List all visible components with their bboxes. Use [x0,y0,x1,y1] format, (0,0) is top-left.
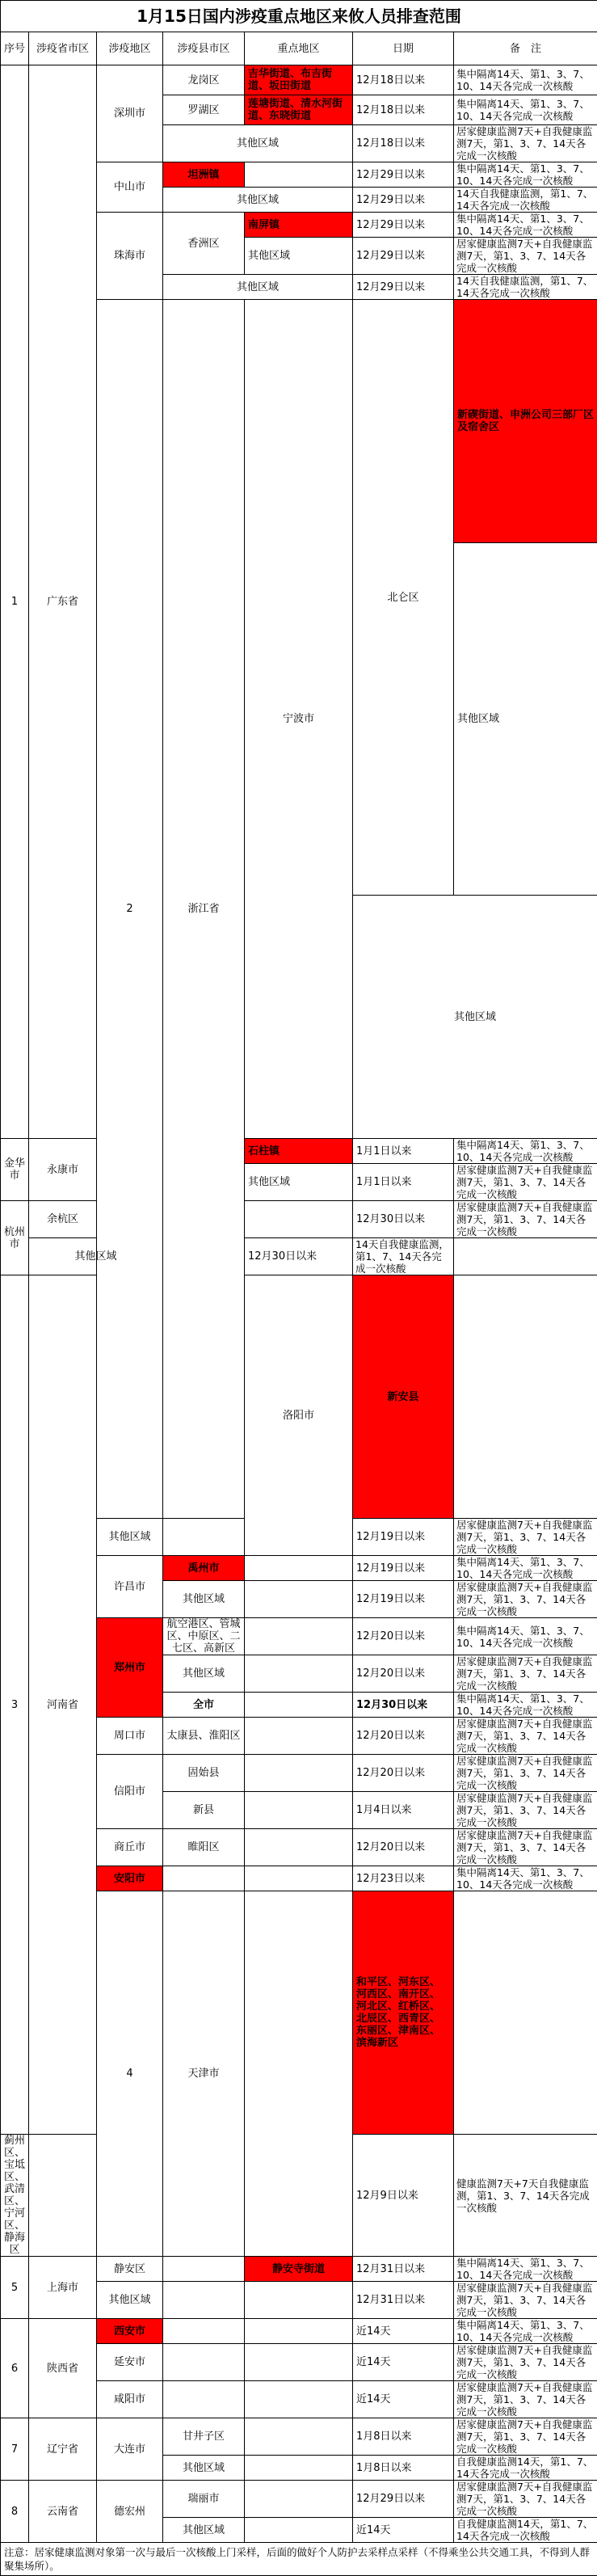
table-cell: 郑州市 [97,1618,163,1718]
table-cell: 其他区域 [454,543,597,896]
table-cell: 12月9日以来 [353,2135,454,2257]
table-cell: 德宏州 [97,2481,163,2543]
table-cell: 12月31日以来 [353,2282,454,2319]
table-cell [245,2456,353,2481]
table-cell [454,1275,597,1519]
table-cell: 居家健康监测7天+自我健康监测7天，第1、3、7、14天各完成一次核酸 [454,1201,597,1238]
table-cell: 12月29日以来 [353,162,454,188]
table-cell: 居家健康监测7天+自我健康监测7天，第1、3、7、14天各完成一次核酸 [454,125,597,162]
table-cell: 瑞丽市 [163,2481,245,2518]
table-cell: 居家健康监测7天+自我健康监测7天，第1、3、7、14天各完成一次核酸 [454,2282,597,2319]
table-cell: 居家健康监测7天+自我健康监测7天，第1、3、7、14天各完成一次核酸 [454,1164,597,1201]
table-cell: 禹州市 [163,1556,245,1581]
table-cell: 其他区域 [163,2456,245,2481]
table-cell: 安阳市 [97,1866,163,1891]
table-cell: 集中隔离14天、第1、3、7、10、14天各完成一次核酸 [454,162,597,188]
table-cell [245,1829,353,1866]
table-cell: 7 [1,2418,29,2481]
table-cell: 其他区域 [163,2518,245,2543]
table-cell: 其他区域 [29,1238,163,1275]
table-cell: 珠海市 [97,213,163,300]
table-cell: 集中隔离14天、第1、3、7、10、14天各完成一次核酸 [454,1866,597,1891]
table-cell: 其他区域 [163,1655,245,1693]
table-cell: 12月29日以来 [353,188,454,213]
table-cell: 14天自我健康监测，第1、7、14天各完成一次核酸 [454,275,597,300]
table-cell: 12月18日以来 [353,65,454,95]
table-cell: 1月8日以来 [353,2456,454,2481]
header-county: 涉疫县市区 [163,32,245,65]
table-cell [245,2344,353,2381]
table-cell: 许昌市 [97,1556,163,1618]
table-cell [163,2257,245,2282]
table-cell [245,2282,353,2319]
table-cell [245,2418,353,2456]
table-cell: 石柱镇 [245,1139,353,1164]
table-cell: 12月31日以来 [353,2257,454,2282]
table-cell: 集中隔离14天、第1、3、7、10、14天各完成一次核酸 [454,1556,597,1581]
table-row [1,1275,597,1519]
table-cell: 和平区、河东区、河西区、南开区、河北区、红桥区、北辰区、西青区、东丽区、津南区、滨海新区 [353,1891,454,2135]
table-cell: 其他区域 [163,188,353,213]
table-cell [245,2381,353,2418]
table-cell: 12月20日以来 [353,1755,454,1792]
table-cell: 4 [97,1891,163,2257]
table-cell [245,1581,353,1618]
table-cell: 其他区域 [353,896,597,1139]
table-cell: 集中隔离14天、第1、3、7、10、14天各完成一次核酸 [454,1139,597,1164]
table-cell: 12月29日以来 [353,213,454,238]
table-cell: 健康监测7天+7天自我健康监测，第1、3、7、14天各完成一次核酸 [454,2135,597,2257]
table-cell: 居家健康监测7天+自我健康监测7天，第1、3、7、14天各完成一次核酸 [454,2481,597,2518]
table-cell: 集中隔离14天、第1、3、7、10、14天各完成一次核酸 [454,1618,597,1655]
table-cell: 西安市 [97,2319,163,2344]
table-cell: 自我健康监测14天，第1、7、14天各完成一次核酸 [454,2456,597,2481]
table-cell [245,1792,353,1829]
table-cell: 12月18日以来 [353,95,454,125]
table-cell: 1月1日以来 [353,1164,454,1201]
table-cell [245,1693,353,1718]
table-cell: 静安寺街道 [245,2257,353,2282]
table-cell: 香洲区 [163,213,245,275]
table-cell: 居家健康监测7天+自我健康监测7天，第1、3、7、14天各完成一次核酸 [454,1755,597,1792]
table-cell: 其他区域 [97,2282,163,2319]
table-cell: 龙岗区 [163,65,245,95]
table-cell: 14天自我健康监测，第1、7、14天各完成一次核酸 [353,1238,454,1275]
footnote: 注意：居家健康监测对象第一次与最后一次核酸上门采样，后面的做好个人防护去采样点采样（不得乘坐公共交通工具，不得到人群聚集场所）。 [1,2543,597,2576]
table-cell: 6 [1,2319,29,2418]
table-cell: 洛阳市 [245,1275,353,1556]
table-cell: 其他区域 [163,1581,245,1618]
table-title: 1月15日国内涉疫重点地区来攸人员排查范围 [1,1,597,32]
table-cell: 其他区域 [97,1519,163,1556]
table-cell: 新县 [163,1792,245,1829]
table-cell: 集中隔离14天、第1、3、7、10、14天各完成一次核酸 [454,2257,597,2282]
table-cell: 信阳市 [97,1755,163,1829]
table-cell: 居家健康监测7天+自我健康监测7天，第1、3、7、14天各完成一次核酸 [454,1829,597,1866]
table-cell [163,1866,245,1891]
table-cell: 12月30日以来 [353,1693,454,1718]
table-row [1,1139,597,1164]
table-cell [245,1618,353,1655]
table-row [1,2481,597,2518]
table-cell: 天津市 [163,1891,245,2257]
table-cell: 居家健康监测7天+自我健康监测7天，第1、3、7、14天各完成一次核酸 [454,1718,597,1755]
table-cell: 永康市 [29,1139,97,1201]
table-cell [163,2381,245,2418]
table-cell: 固始县 [163,1755,245,1792]
table-cell: 新碶街道、申洲公司三部厂区及宿舍区 [454,300,597,543]
table-cell: 12月20日以来 [353,1829,454,1866]
table-cell: 宁波市 [245,300,353,1139]
table-cell: 12月29日以来 [353,275,454,300]
table-cell: 大连市 [97,2418,163,2481]
table-cell [245,1556,353,1581]
table-cell: 1月8日以来 [353,2418,454,2456]
table-row [1,2319,597,2344]
table-row [1,2418,597,2456]
table-cell: 集中隔离14天、第1、3、7、10、14天各完成一次核酸 [454,2319,597,2344]
table-cell: 12月20日以来 [353,1718,454,1755]
table-cell: 居家健康监测7天+自我健康监测7天，第1、3、7、14天各完成一次核酸 [454,2381,597,2418]
table-cell: 近14天 [353,2344,454,2381]
table-cell [29,2135,97,2257]
table-cell [163,2344,245,2381]
table-cell: 12月20日以来 [353,1618,454,1655]
table-cell: 其他区域 [163,275,353,300]
table-cell [245,2319,353,2344]
table-cell: 集中隔离14天、第1、3、7、10、14天各完成一次核酸 [454,95,597,125]
table-cell: 河南省 [29,1275,97,2135]
table-cell: 航空港区、管城区、中原区、二七区、高新区 [163,1618,245,1655]
table-row [1,65,597,95]
table-cell [245,162,353,188]
table-cell: 罗湖区 [163,95,245,125]
table-cell: 太康县、淮阳区 [163,1718,245,1755]
table-row [1,1201,597,1238]
table-cell: 集中隔离14天、第1、3、7、10、14天各完成一次核酸 [454,65,597,95]
table-cell [245,1201,353,1238]
table-cell: 居家健康监测7天+自我健康监测7天，第1、3、7、14天各完成一次核酸 [454,238,597,275]
table-cell: 12月30日以来 [353,1201,454,1238]
table-cell: 辽宁省 [29,2418,97,2481]
table-cell [245,2481,353,2518]
table-cell: 居家健康监测7天+自我健康监测7天，第1、3、7、14天各完成一次核酸 [454,1655,597,1693]
table-cell: 12月30日以来 [245,1238,353,1275]
header-row [1,32,597,65]
table-cell [163,2282,245,2319]
table-cell: 12月19日以来 [353,1581,454,1618]
table-cell: 14天自我健康监测，第1、7、14天各完成一次核酸 [454,188,597,213]
table-cell: 云南省 [29,2481,97,2543]
table-cell: 1 [1,65,29,1139]
table-cell: 中山市 [97,162,163,213]
table-cell: 近14天 [353,2381,454,2418]
table-cell: 集中隔离14天、第1、3、7、10、14天各完成一次核酸 [454,213,597,238]
table-cell: 咸阳市 [97,2381,163,2418]
table-cell: 莲塘街道、清水河街道、东晓街道 [245,95,353,125]
table-cell: 商丘市 [97,1829,163,1866]
table-cell: 上海市 [29,2257,97,2319]
table-cell: 1月4日以来 [353,1792,454,1829]
table-cell: 坦洲镇 [163,162,245,188]
table-cell: 睢阳区 [163,1829,245,1866]
table-cell: 2 [97,300,163,1519]
table-cell: 金华市 [1,1139,29,1201]
table-cell: 12月19日以来 [353,1556,454,1581]
header-date: 日期 [353,32,454,65]
table-cell: 新安县 [353,1275,454,1519]
table-cell: 北仑区 [353,300,454,896]
header-serial: 序号 [1,32,29,65]
table-cell: 蓟州区、宝坻区、武清区、宁河区、静海区 [1,2135,29,2257]
table-cell: 12月20日以来 [353,1655,454,1693]
table-cell: 近14天 [353,2518,454,2543]
table-cell: 延安市 [97,2344,163,2381]
table-cell: 其他区域 [245,1164,353,1201]
table-cell: 近14天 [353,2319,454,2344]
table-cell: 自我健康监测14天，第1、7、14天各完成一次核酸 [454,2518,597,2543]
table-cell: 深圳市 [97,65,163,162]
table-cell: 12月19日以来 [353,1519,454,1556]
table-cell: 5 [1,2257,29,2319]
table-cell: 8 [1,2481,29,2543]
table-cell: 居家健康监测7天+自我健康监测7天，第1、3、7、14天各完成一次核酸 [454,1792,597,1829]
table-cell: 12月18日以来 [353,125,454,162]
table-cell: 广东省 [29,65,97,1139]
table-row [1,2257,597,2282]
table-cell [163,1519,245,1556]
table-cell [163,2319,245,2344]
table-cell: 居家健康监测7天+自我健康监测7天，第1、3、7、14天各完成一次核酸 [454,2344,597,2381]
table-cell: 静安区 [97,2257,163,2282]
table-cell: 12月23日以来 [353,1866,454,1891]
table-cell: 12月29日以来 [353,238,454,275]
table-cell: 其他区域 [245,238,353,275]
table-cell: 居家健康监测7天+自我健康监测7天，第1、3、7、14天各完成一次核酸 [454,2418,597,2456]
header-remarks: 备 注 [454,32,597,65]
table-cell: 全市 [163,1693,245,1718]
table-cell: 周口市 [97,1718,163,1755]
table-cell: 余杭区 [29,1201,97,1238]
table-cell: 甘井子区 [163,2418,245,2456]
table-cell: 3 [1,1275,29,2135]
table-cell [245,1891,353,2257]
table-cell: 杭州市 [1,1201,29,1275]
table-cell [245,1866,353,1891]
table-cell: 南屏镇 [245,213,353,238]
table-cell: 1月1日以来 [353,1139,454,1164]
table-cell: 陕西省 [29,2319,97,2418]
table-cell [245,1718,353,1755]
table-cell [245,2518,353,2543]
table-cell [454,1891,597,2135]
footnote-row [1,2543,597,2576]
table-row [1,1238,597,1275]
table-cell: 其他区域 [163,125,353,162]
header-key-area: 重点地区 [245,32,353,65]
header-province: 涉疫省市区 [29,32,97,65]
table-cell: 吉华街道、布吉街道、坂田街道 [245,65,353,95]
table-cell: 居家健康监测7天+自我健康监测7天，第1、3、7、14天各完成一次核酸 [454,1519,597,1556]
table-cell: 居家健康监测7天+自我健康监测7天，第1、3、7、14天各完成一次核酸 [454,1581,597,1618]
header-region: 涉疫地区 [97,32,163,65]
table-cell [245,1655,353,1693]
table-cell: 浙江省 [163,300,245,1519]
table-cell: 12月29日以来 [353,2481,454,2518]
table-cell [245,1755,353,1792]
table-cell: 集中隔离14天、第1、3、7、10、14天各完成一次核酸 [454,1693,597,1718]
